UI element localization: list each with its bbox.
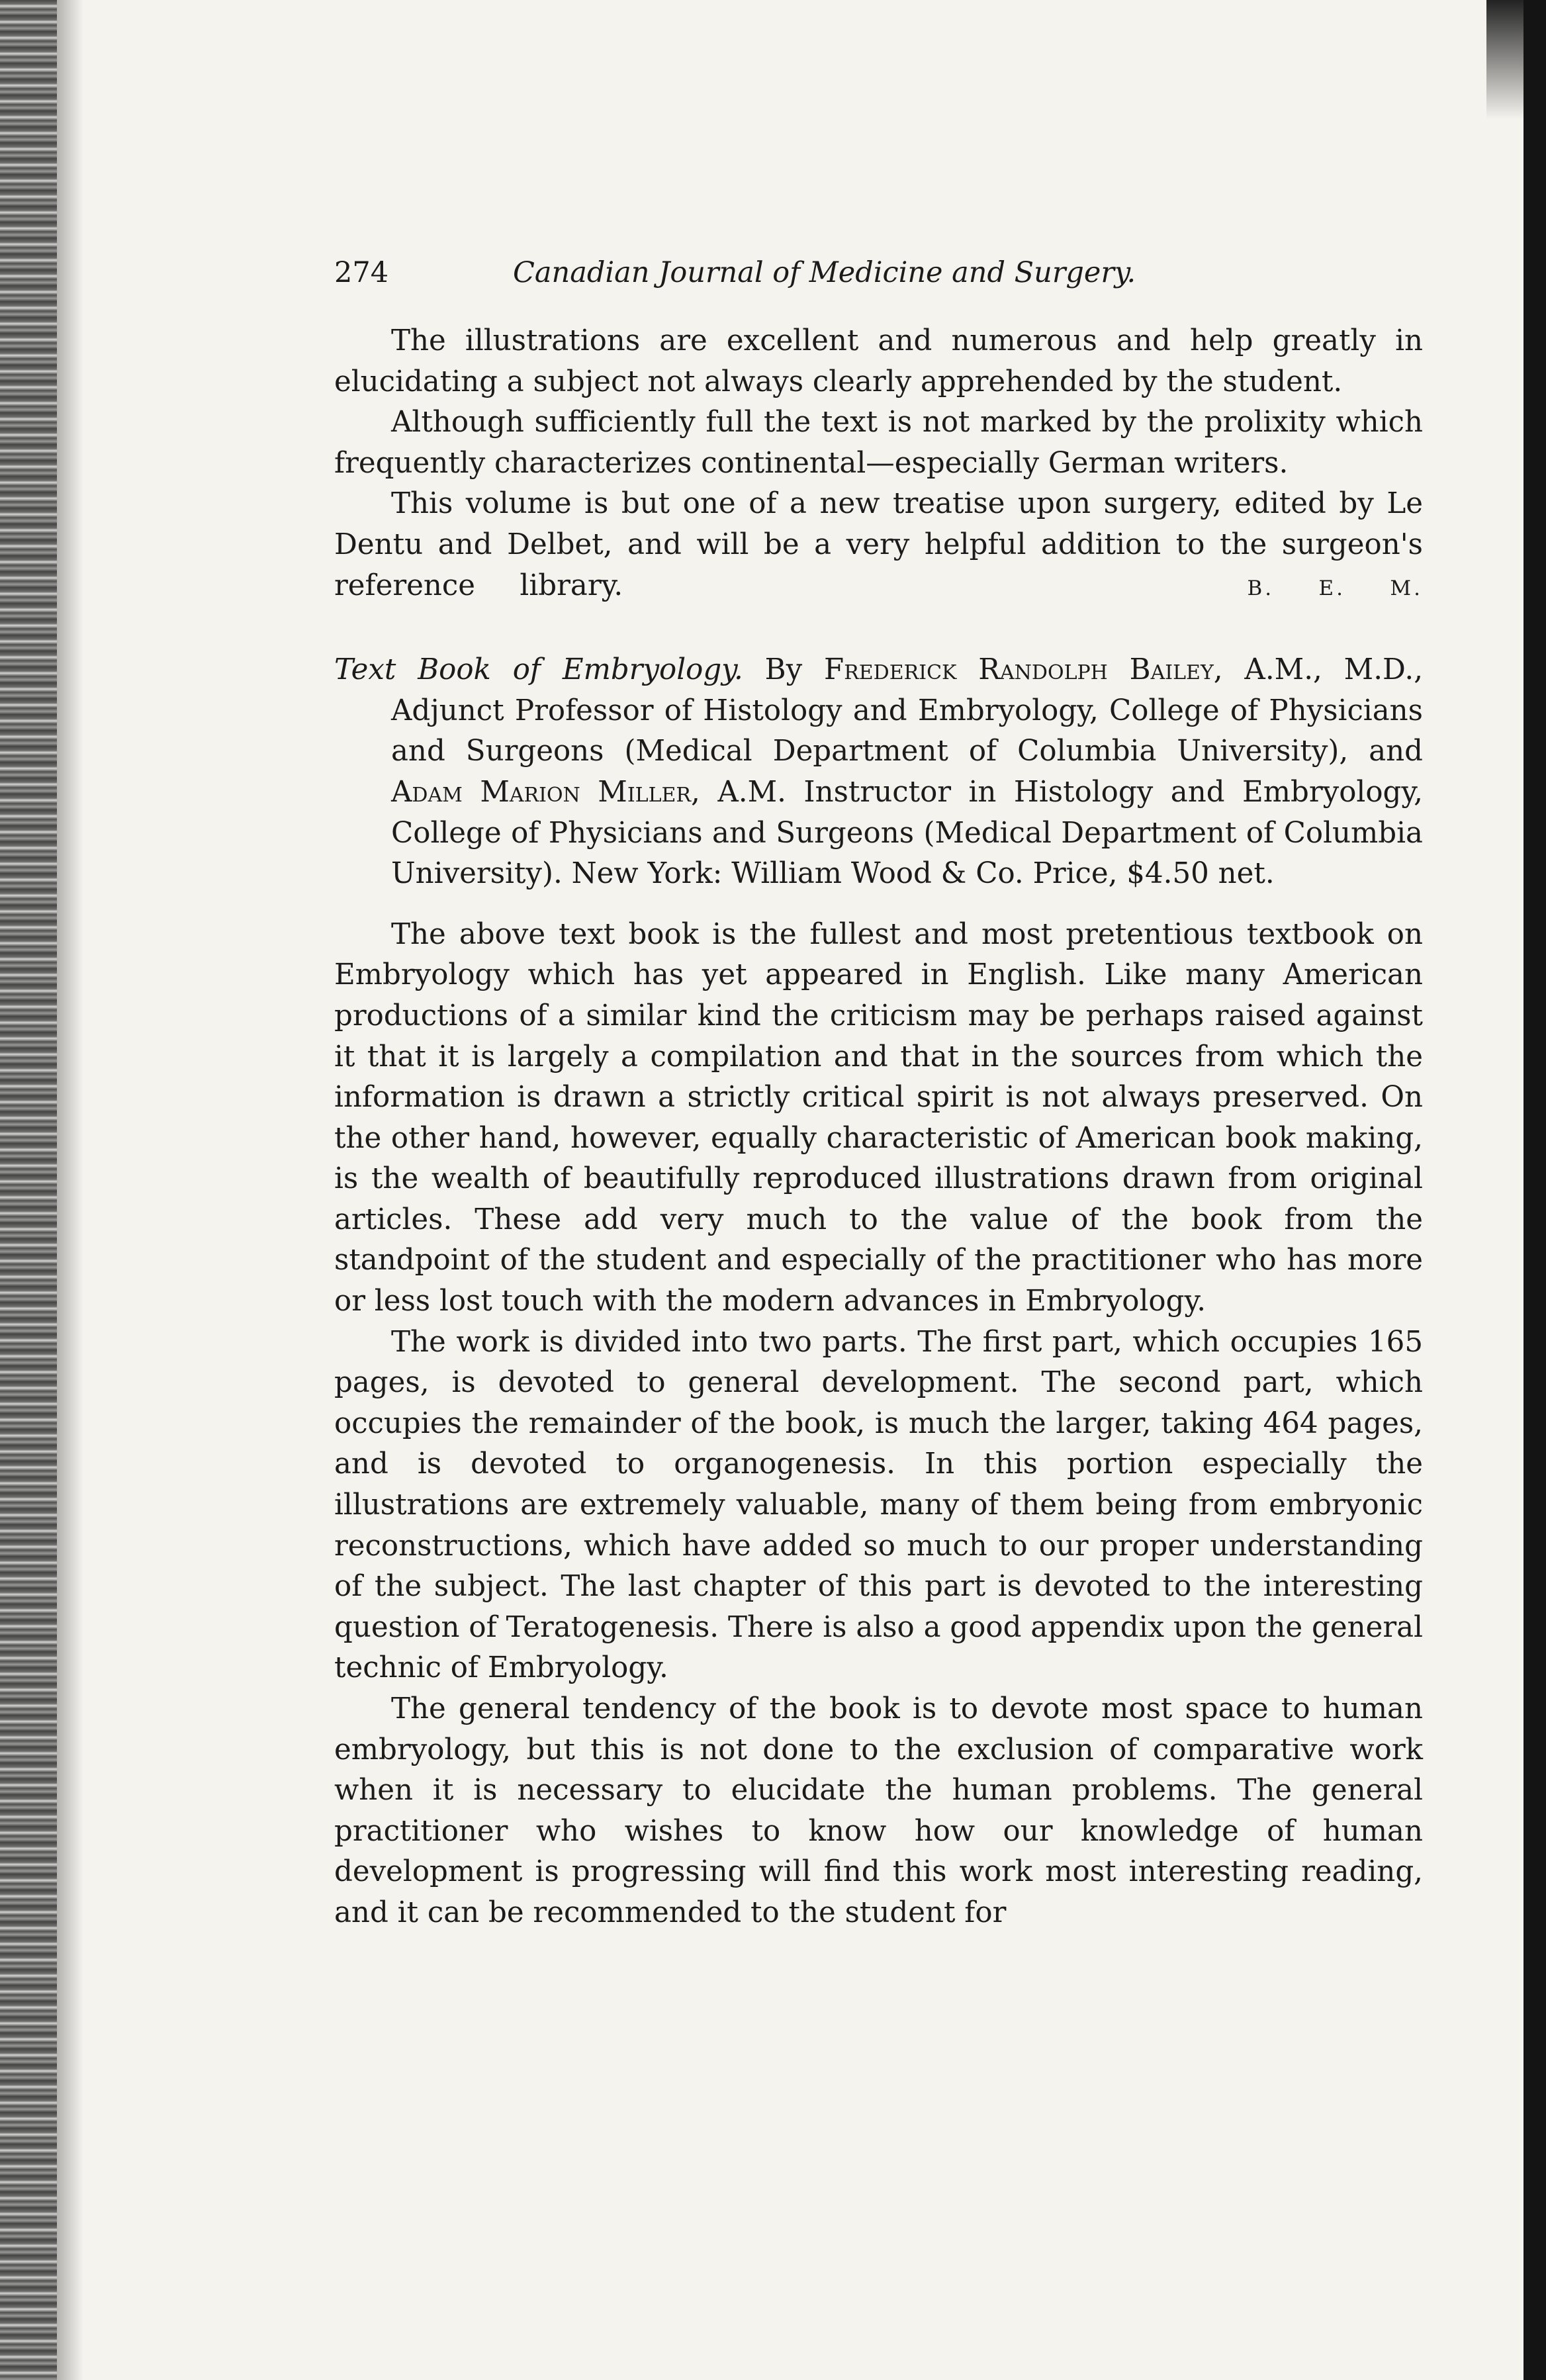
book-title: Text Book of Embryology. bbox=[334, 653, 743, 687]
author-description: A.M., M.D., Adjunct Professor of Histology and Embryology, College of Physicians and Surgeons (Medical Department of Columbia University), and bbox=[391, 653, 1424, 768]
page-content bbox=[334, 248, 1423, 1934]
journal-title: Canadian Journal of Medicine and Surgery. bbox=[513, 256, 1136, 289]
author-name: Frederick Randolph Bailey, bbox=[824, 653, 1223, 687]
reviewer-initials: B. E. M. bbox=[1247, 576, 1423, 600]
author-description: A.M. Instructor in Histology and Embryology, College of Physicians and Surgeons (Medical Department of Columbia University). New York: William Wood & Co. Price, $4.50 net. bbox=[391, 775, 1424, 891]
book-citation bbox=[334, 650, 1423, 895]
second-review bbox=[334, 915, 1423, 1934]
running-head bbox=[334, 248, 1423, 301]
scan-binding-left-edge bbox=[0, 0, 57, 2380]
author-name: Adam Marion Miller, bbox=[391, 775, 700, 809]
by-label: By bbox=[764, 653, 803, 687]
scan-binding-shadow bbox=[57, 0, 83, 2380]
review-paragraph: Although sufficiently full the text is not marked by the prolixity which frequently characterizes continental—especially German writers. bbox=[334, 406, 1423, 480]
first-review bbox=[334, 321, 1423, 609]
review-paragraph: The work is divided into two parts. The first part, which occupies 165 pages, is devoted to general development. The second part, which occupies the remainder of the book, is much the larger, taking 464 pages, and is devoted to organogenesis. In this portion especially the illustrations are extremely valuable, many of them being from embryonic reconstructions, which have added so much to our proper understanding of the subject. The last chapter of this part is devoted to the interesting question of Teratogenesis. There is also a good appendix upon the general technic of Embryology. bbox=[334, 1325, 1423, 1685]
review-paragraph: The illustrations are excellent and numerous and help greatly in elucidating a subject not always clearly apprehended by the student. bbox=[334, 324, 1423, 398]
review-paragraph-with-signature bbox=[334, 484, 1423, 609]
review-paragraph: The general tendency of the book is to devote most space to human embryology, but this is not done to the exclusion of comparative work when it is necessary to elucidate the human problems. The general practitioner who wishes to know how our knowledge of human development is progressing will find this work most interesting reading, and it can be recommended to the student for bbox=[334, 1692, 1423, 1929]
review-paragraph: The above text book is the fullest and most pretentious textbook on Embryology which has yet appeared in English. Like many American productions of a similar kind the criticism may be perhaps raised against it that it is largely a compilation and that in the sources from which the information is drawn a strictly critical spirit is not always preserved. On the other hand, however, equally characteristic of American book making, is the wealth of beautifully reproduced illustrations drawn from original articles. These add very much to the value of the book from the standpoint of the student and especially of the practitioner who has more or less lost touch with the modern advances in Embryology. bbox=[334, 917, 1423, 1318]
scan-binding-right-edge bbox=[1523, 0, 1546, 2380]
scan-corner-shadow bbox=[1486, 0, 1526, 119]
review-paragraph-text: This volume is but one of a new treatise upon surgery, edited by Le Dentu and Delbet, and will be a very helpful addition to the surgeon's reference library. bbox=[334, 487, 1423, 602]
page-number: 274 bbox=[334, 256, 389, 289]
